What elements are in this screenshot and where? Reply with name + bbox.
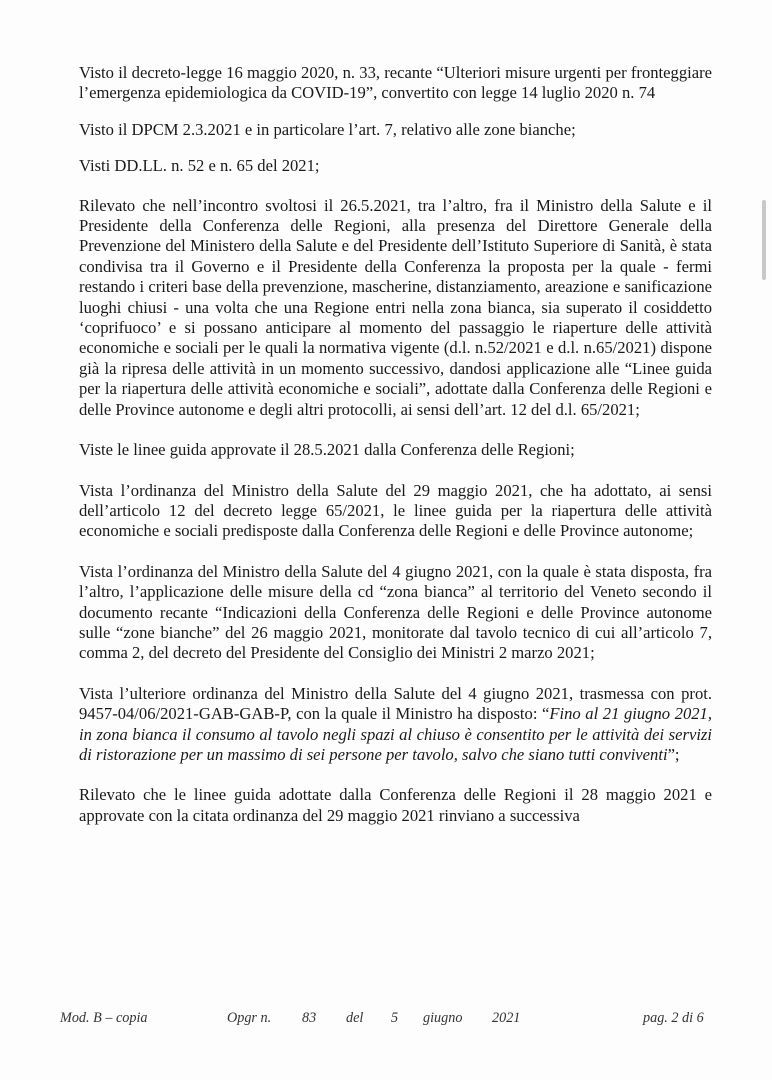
page-footer: [60, 1010, 712, 1030]
paragraph-ordinanza-29-maggio: Vista l’ordinanza del Ministro della Salute del 29 maggio 2021, che ha adottato, ai sensi dell’articolo 12 del decreto legge 65/2021, le linee guida per la riapertura delle attività economiche e sociali predisposte dalla Conferenza delle Regioni e delle Province autonome;: [79, 480, 712, 541]
quoted-provision: Fino al 21 giugno 2021, in zona bianca il consumo al tavolo negli spazi al chiuso è consentito per le attività dei servizi di ristorazione per un massimo di sei persone per tavolo, salvo che siano tutti conviventi: [79, 704, 712, 764]
footer-opgr-label: Opgr n.: [227, 1010, 272, 1026]
paragraph-text-end: ”;: [667, 744, 680, 764]
footer-del-label: del: [346, 1010, 364, 1026]
paragraph-rilevato-linee-guida: Rilevato che le linee guida adottate dalla Conferenza delle Regioni il 28 maggio 2021 e approvate con la citata ordinanza del 29 maggio 2021 rinviano a successiva: [79, 785, 712, 825]
scrollbar[interactable]: [762, 200, 766, 280]
paragraph-text: Vista l’ulteriore ordinanza del Ministro della Salute del 4 giugno 2021, trasmessa con prot. 9457-04/06/2021-GAB-GAB-P, con la quale il Ministro ha disposto: “: [79, 683, 712, 724]
paragraph-rilevato-incontro: Rilevato che nell’incontro svoltosi il 26.5.2021, tra l’altro, fra il Ministro della Salute e il Presidente della Conferenza delle Regioni, alla presenza del Direttore Generale della Prevenzione del Ministero della Salute e del Presidente dell’Istituto Superiore di Sanità, è stata condivisa tra il Governo e il Presidente della Conferenza la proposta per la quale - fermi restando i criteri base della prevenzione, mascherine, distanziamento, areazione e sanificazione luoghi chiusi - una volta che una Regione entri nella zona bianca, sia superato il cosiddetto ‘coprifuoco’ e si possano anticipare al momento del passaggio le riaperture delle attività economiche e sociali per le quali la normativa vigente (d.l. n.52/2021 e d.l. n.65/2021) dispone già la ripresa delle attività in un momento successivo, dandosi applicazione alle “Linee guida per la riapertura delle attività economiche e sociali”, adottate dalla Conferenza delle Regioni e delle Province autonome e degli altri protocolli, ai sensi dell’art. 12 del d.l. 65/2021;: [79, 195, 712, 419]
footer-month: giugno: [423, 1010, 463, 1026]
footer-year: 2021: [492, 1010, 521, 1026]
document-body: [79, 63, 712, 846]
footer-page-number: pag. 2 di 6: [643, 1010, 704, 1026]
paragraph-dpcm: Visto il DPCM 2.3.2021 e in particolare l’art. 7, relativo alle zone bianche;: [79, 119, 576, 139]
paragraph-ordinanza-4-giugno: Vista l’ordinanza del Ministro della Salute del 4 giugno 2021, con la quale è stata disposta, fra l’altro, l’applicazione delle misure della cd “zona bianca” al territorio del Veneto secondo il documento recante “Indicazioni della Conferenza delle Regioni e delle Province autonome sulle “zone bianche” del 26 maggio 2021, monitorate dal tavolo tecnico di cui all’articolo 7, comma 2, del decreto del Presidente del Consiglio dei Ministri 2 marzo 2021;: [79, 561, 712, 663]
paragraph-ulteriore-ordinanza: [79, 684, 712, 766]
paragraph-linee-guida: Viste le linee guida approvate il 28.5.2021 dalla Conferenza delle Regioni;: [79, 440, 575, 460]
paragraph-decreto-legge: Visto il decreto-legge 16 maggio 2020, n. 33, recante “Ulteriori misure urgenti per fronteggiare l’emergenza epidemiologica da COVID-19”, convertito con legge 14 luglio 2020 n. 74: [79, 63, 712, 103]
paragraph-ddll: Visti DD.LL. n. 52 e n. 65 del 2021;: [79, 156, 320, 176]
footer-model: Mod. B – copia: [60, 1010, 148, 1026]
footer-day: 5: [391, 1010, 399, 1026]
footer-number: 83: [302, 1010, 317, 1026]
